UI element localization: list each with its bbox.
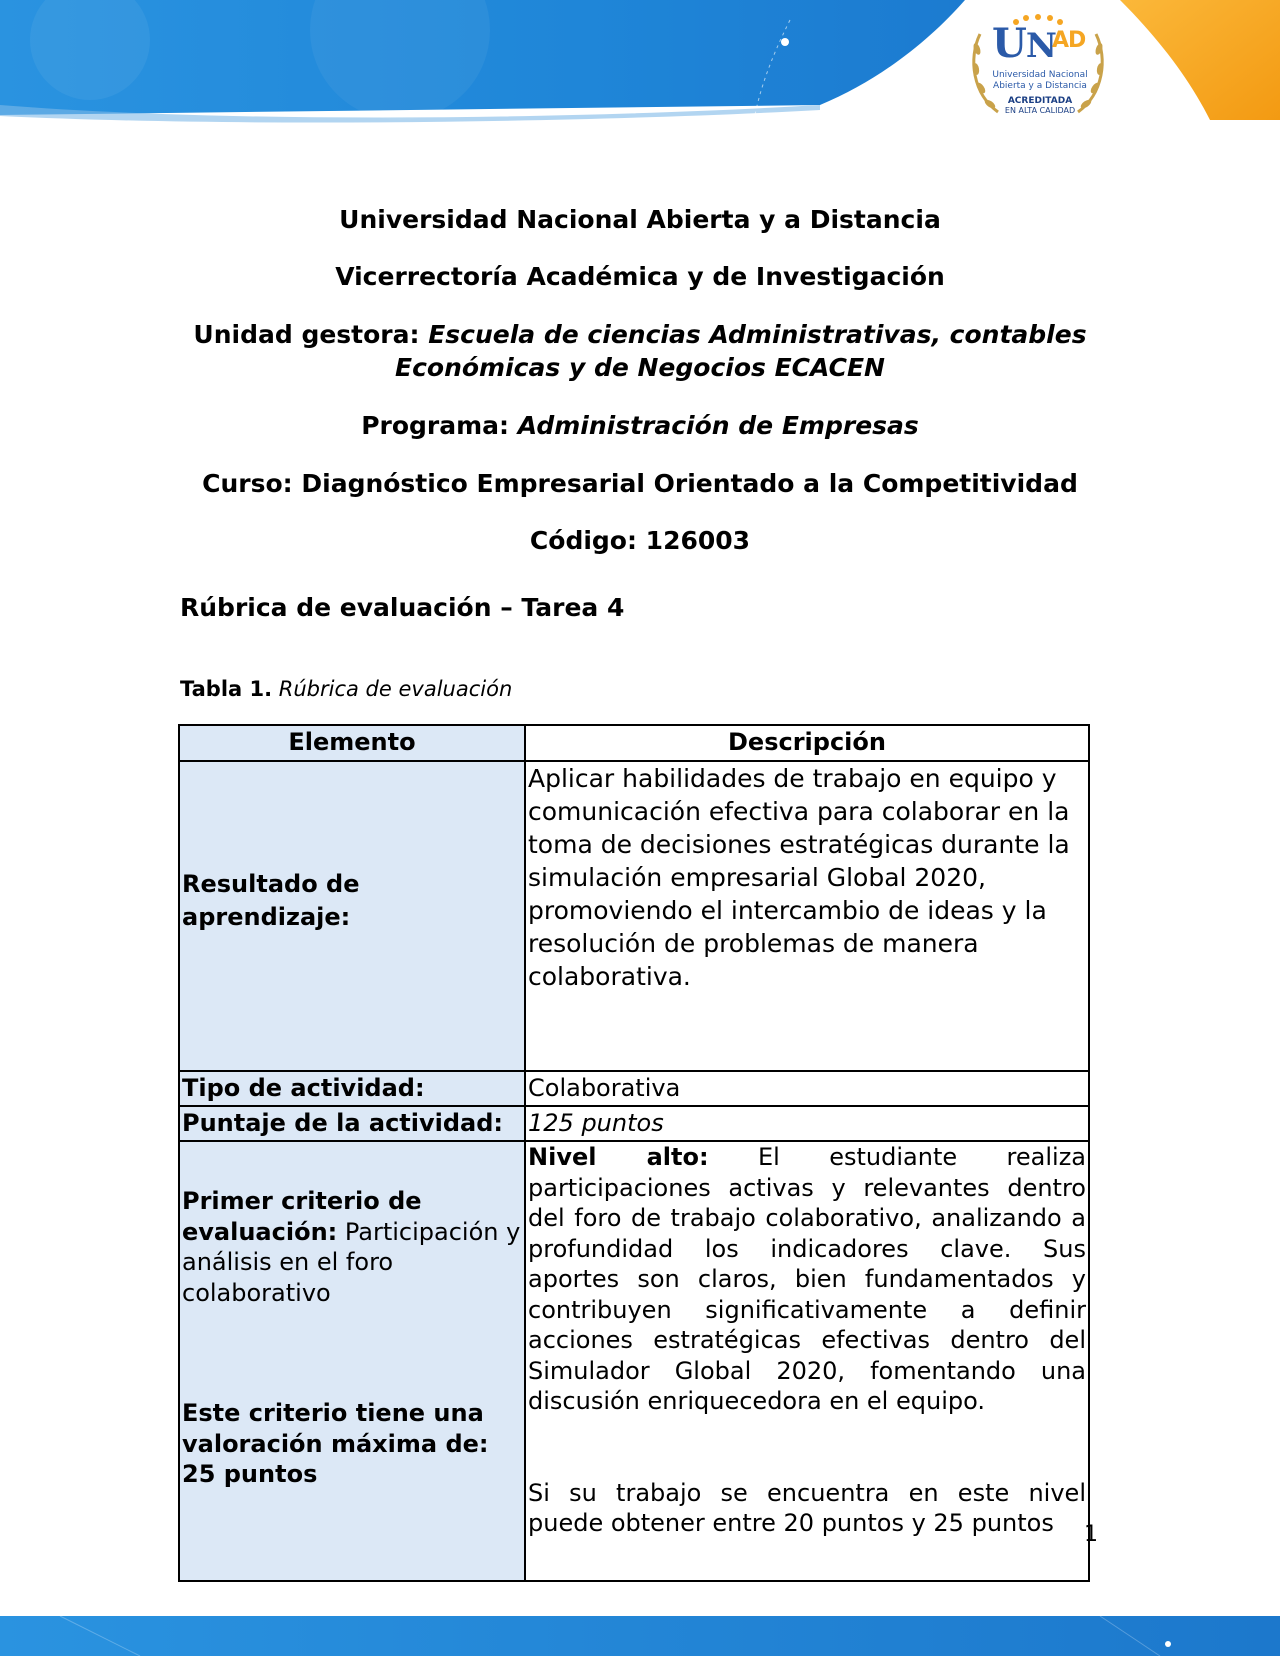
nivel-description: Nivel alto: El estudiante realiza participaciones activas y relevantes dentro del foro de trabajo colaborativo, analizando a profundidad los indicadores clave. Sus aportes son claros, bien fundamentados y contribuyen significativamente a definir acciones estratégicas efectivas dentro del Simulador Global 2020, fomentando una discusión enriquecedora en el equipo.	[528, 1143, 1087, 1415]
puntaje-value: 125 puntos	[525, 1106, 1089, 1141]
nivel-cell	[525, 1141, 1089, 1581]
accreditation-badge: ACREDITADA EN ALTA CALIDAD	[1004, 96, 1076, 115]
header-elemento: Elemento	[179, 725, 525, 761]
header-descripcion: Descripción	[525, 725, 1089, 761]
table-row	[179, 1141, 1089, 1581]
table-row	[179, 761, 1089, 1071]
codigo: Código: 126003	[529, 526, 751, 555]
footer-banner	[0, 1610, 1280, 1656]
table-row	[179, 1106, 1089, 1141]
tipo-value: Colaborativa	[525, 1071, 1089, 1106]
table-caption: Tabla 1. Rúbrica de evaluación	[180, 677, 513, 701]
curso: Curso: Diagnóstico Empresarial Orientado a la Competitividad	[202, 469, 1078, 498]
unidad-gestora: Unidad gestora: Escuela de ciencias Administrativas, contables Económicas y de Negocios ECACEN	[193, 320, 1087, 382]
programa: Programa: Administración de Empresas	[361, 411, 919, 440]
page-number: 1	[1084, 1522, 1098, 1547]
logo-subtitle: Universidad Nacional Abierta y a Distancia	[992, 70, 1088, 91]
criterio-cell	[179, 1141, 525, 1581]
tipo-label: Tipo de actividad:	[179, 1071, 525, 1106]
criterio-title: Primer criterio de evaluación: Participación y análisis en el foro colaborativo	[182, 1187, 521, 1307]
table-row	[179, 1071, 1089, 1106]
university-name: Universidad Nacional Abierta y a Distancia	[339, 205, 941, 234]
resultado-text: Aplicar habilidades de trabajo en equipo y comunicación efectiva para colaborar en la toma de decisiones estratégicas durante la simulación empresarial Global 2020, promoviendo el intercambio de ideas y la resolución de problemas de manera colaborativa.	[525, 761, 1089, 1071]
section-title: Rúbrica de evaluación – Tarea 4	[180, 593, 625, 622]
rubric-table	[178, 724, 1090, 1582]
puntaje-label: Puntaje de la actividad:	[179, 1106, 525, 1141]
vicerrectoria: Vicerrectoría Académica y de Investigación	[335, 262, 945, 291]
table-header-row	[179, 725, 1089, 761]
nivel-score: Si su trabajo se encuentra en este nivel puede obtener entre 20 puntos y 25 puntos	[528, 1478, 1086, 1537]
resultado-label: Resultado de aprendizaje:	[179, 761, 525, 1071]
logo-wordmark: $UN^{AD}$	[992, 20, 1086, 67]
criterio-valoracion: Este criterio tiene una valoración máxima de: 25 puntos	[182, 1399, 489, 1488]
